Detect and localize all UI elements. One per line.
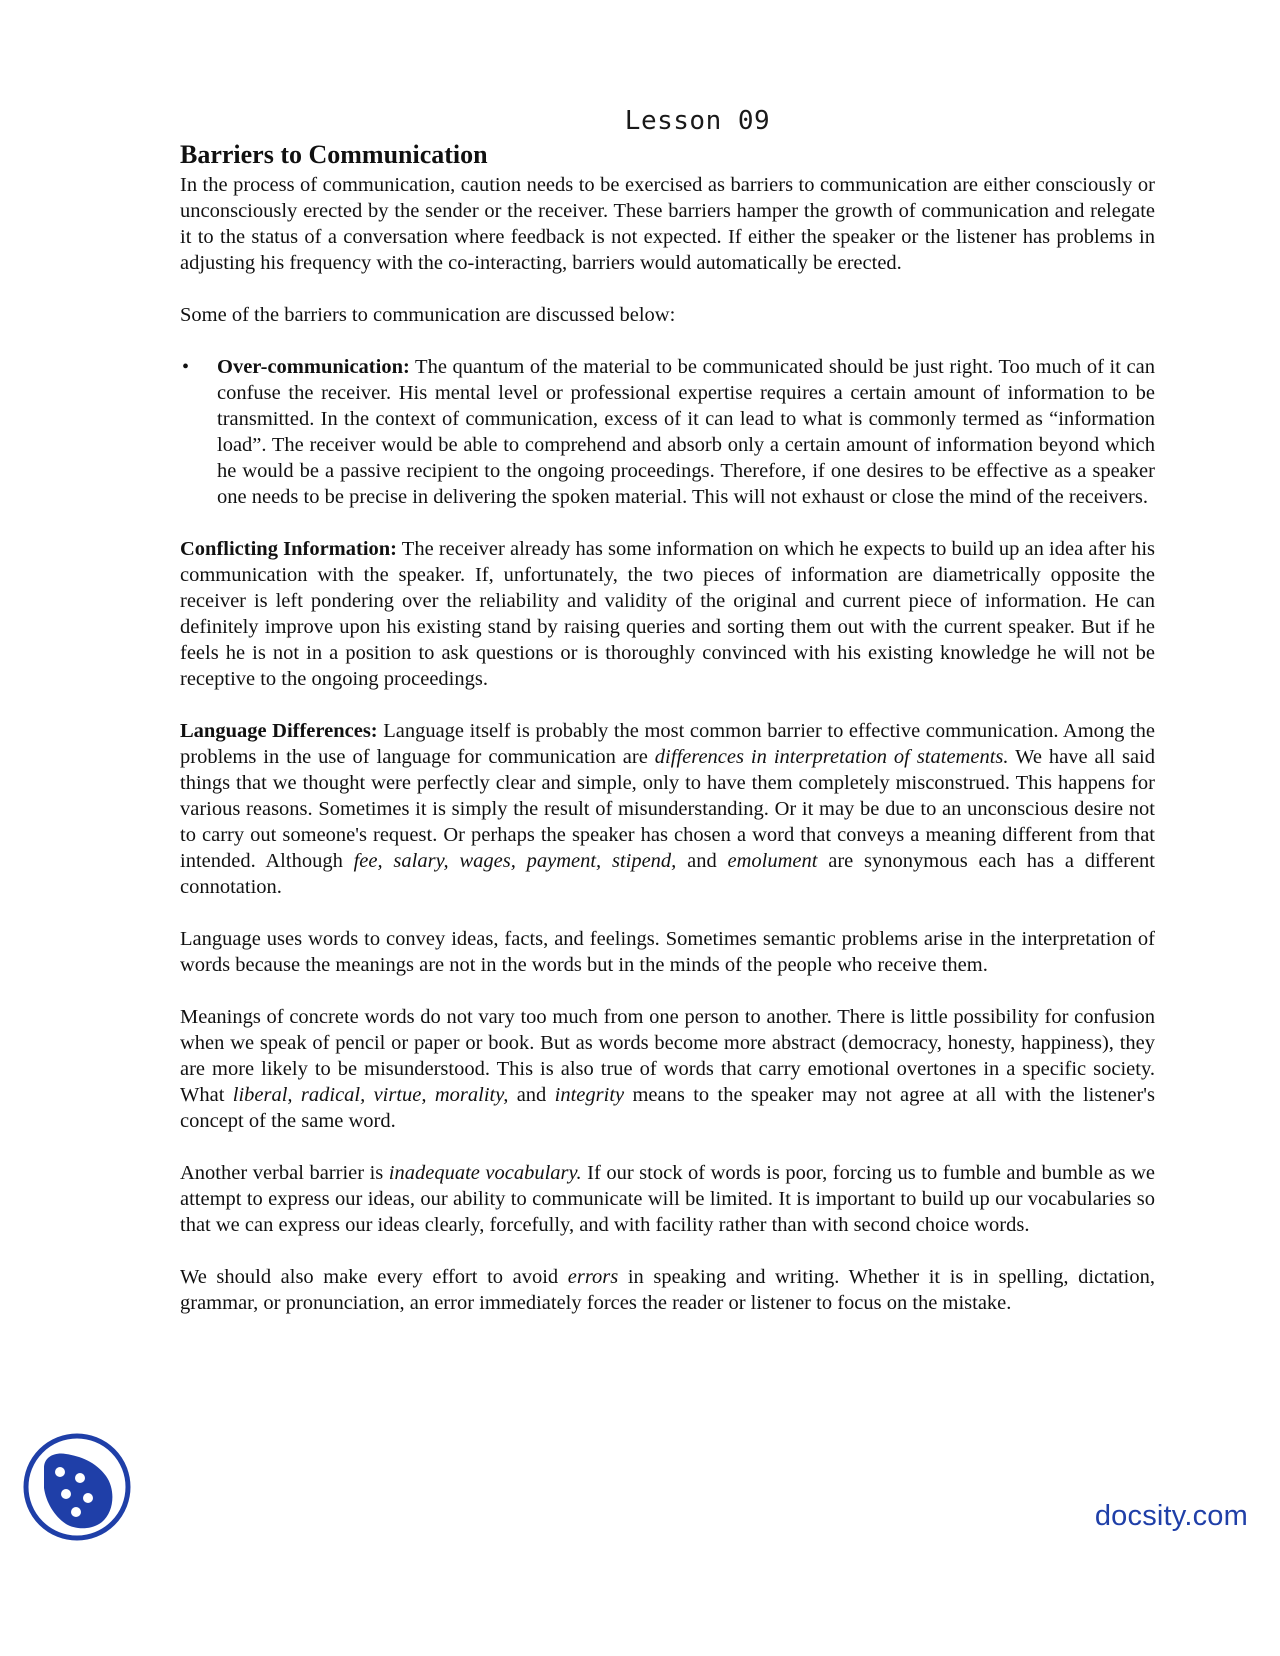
errors-paragraph [180, 1264, 1155, 1316]
list-item-overcommunication [180, 354, 1155, 510]
vocabulary-text-2: If our stock of words is poor, forcing us to fumble and bumble as we attempt to express our ideas, our ability to communicate will be limited. It is important to build up our vocabularies so that we can express our ideas clearly, forcefully, and with facility rather than with second choice words. [180, 1162, 1155, 1236]
meanings-text-3: means to the speaker may not agree at all with the listener's concept of the same word. [180, 1084, 1155, 1132]
bullet-icon: • [182, 356, 190, 378]
vocabulary-text-1: Another verbal barrier is [180, 1162, 389, 1184]
lesson-number: Lesson 09 [624, 106, 771, 136]
language-italic-1: differences in interpretation of statements. [654, 746, 1009, 768]
conflicting-paragraph [180, 536, 1155, 692]
conflicting-label: Conflicting Information: [180, 538, 397, 560]
page-title: Barriers to Communication [180, 140, 488, 169]
meanings-italic-1: liberal, radical, virtue, morality, [232, 1084, 509, 1106]
language-italic-3: emolument [727, 850, 818, 872]
brand-link[interactable]: docsity.com [1094, 1500, 1248, 1532]
language-text-2: We have all said things that we thought were perfectly clear and simple, only to have them completely misconstrued. This happens for various reasons. Sometimes it is simply the result of misunderstanding. Or it may be due to an unconscious desire not to carry out someone's request. Or perhaps the speaker has chosen a word that conveys a meaning different from that intended. Although [180, 746, 1156, 872]
semantic-paragraph: Language uses words to convey ideas, facts, and feelings. Sometimes semantic problems arise in the interpretation of words because the meanings are not in the words but in the minds of the people who receive them. [180, 928, 1155, 976]
document-page [180, 106, 1155, 1316]
logo-graphic [22, 1432, 132, 1542]
vocabulary-italic-1: inadequate vocabulary. [388, 1162, 582, 1184]
meanings-italic-2: integrity [554, 1084, 625, 1106]
language-paragraph [180, 718, 1155, 900]
language-italic-2: fee, salary, wages, payment, stipend, [353, 850, 677, 872]
language-label: Language Differences: [180, 720, 378, 742]
overcommunication-label: Over-communication: [217, 356, 410, 378]
language-text-3: and [676, 850, 728, 872]
intro-paragraph: In the process of communication, caution needs to be exercised as barriers to communication are either consciously or unconsciously erected by the sender or the receiver. These barriers hamper the growth of communication and relegate it to the status of a conversation where feedback is not expected. If either the speaker or the listener has problems in adjusting his frequency with the co-interacting, barriers would automatically be erected. [180, 174, 1155, 274]
language-text-4: are synonymous each has a different connotation. [180, 850, 1155, 898]
vocabulary-paragraph [180, 1160, 1155, 1238]
errors-italic-1: errors [567, 1266, 619, 1288]
meanings-paragraph [180, 1004, 1155, 1134]
overcommunication-text: The quantum of the material to be communicated should be just right. Too much of it can confuse the receiver. His mental level or professional expertise requires a certain amount of information to be transmitted. In the context of communication, excess of it can lead to what is commonly termed as “information load”. The receiver would be able to comprehend and absorb only a certain amount of information beyond which he would be a passive recipient to the ongoing proceedings. Therefore, if one desires to be effective as a speaker one needs to be precise in delivering the spoken material. This will not exhaust or close the mind of the receivers. [217, 356, 1155, 508]
conflicting-text: The receiver already has some information on which he expects to build up an idea after his communication with the speaker. If, unfortunately, the two pieces of information are diametrically opposite the receiver is left pondering over the reliability and validity of the original and current piece of information. He can definitely improve upon his existing stand by raising queries and sorting them out with the current speaker. But if he feels he is not in a position to ask questions or is thoroughly convinced with his existing knowledge he will not be receptive to the ongoing proceedings. [180, 538, 1155, 690]
errors-text-1: We should also make every effort to avoid [180, 1266, 568, 1288]
errors-text-2: in speaking and writing. Whether it is in spelling, dictation, grammar, or pronunciation, an error immediately forces the reader or listener to focus on the mistake. [180, 1266, 1155, 1314]
intro-lead-in: Some of the barriers to communication are discussed below: [180, 304, 676, 326]
barrier-list [180, 354, 1155, 510]
meanings-text-1: Meanings of concrete words do not vary too much from one person to another. There is little possibility for confusion when we speak of pencil or paper or book. But as words become more abstract (democracy, honesty, happiness), they are more likely to be misunderstood. This is also true of words that carry emotional overtones in a specific society. What [180, 1006, 1155, 1106]
meanings-text-2: and [508, 1084, 555, 1106]
language-text-1: Language itself is probably the most common barrier to effective communication. Among the problems in the use of language for communication are [180, 720, 1155, 768]
docsity-logo-icon[interactable] [22, 1432, 132, 1542]
